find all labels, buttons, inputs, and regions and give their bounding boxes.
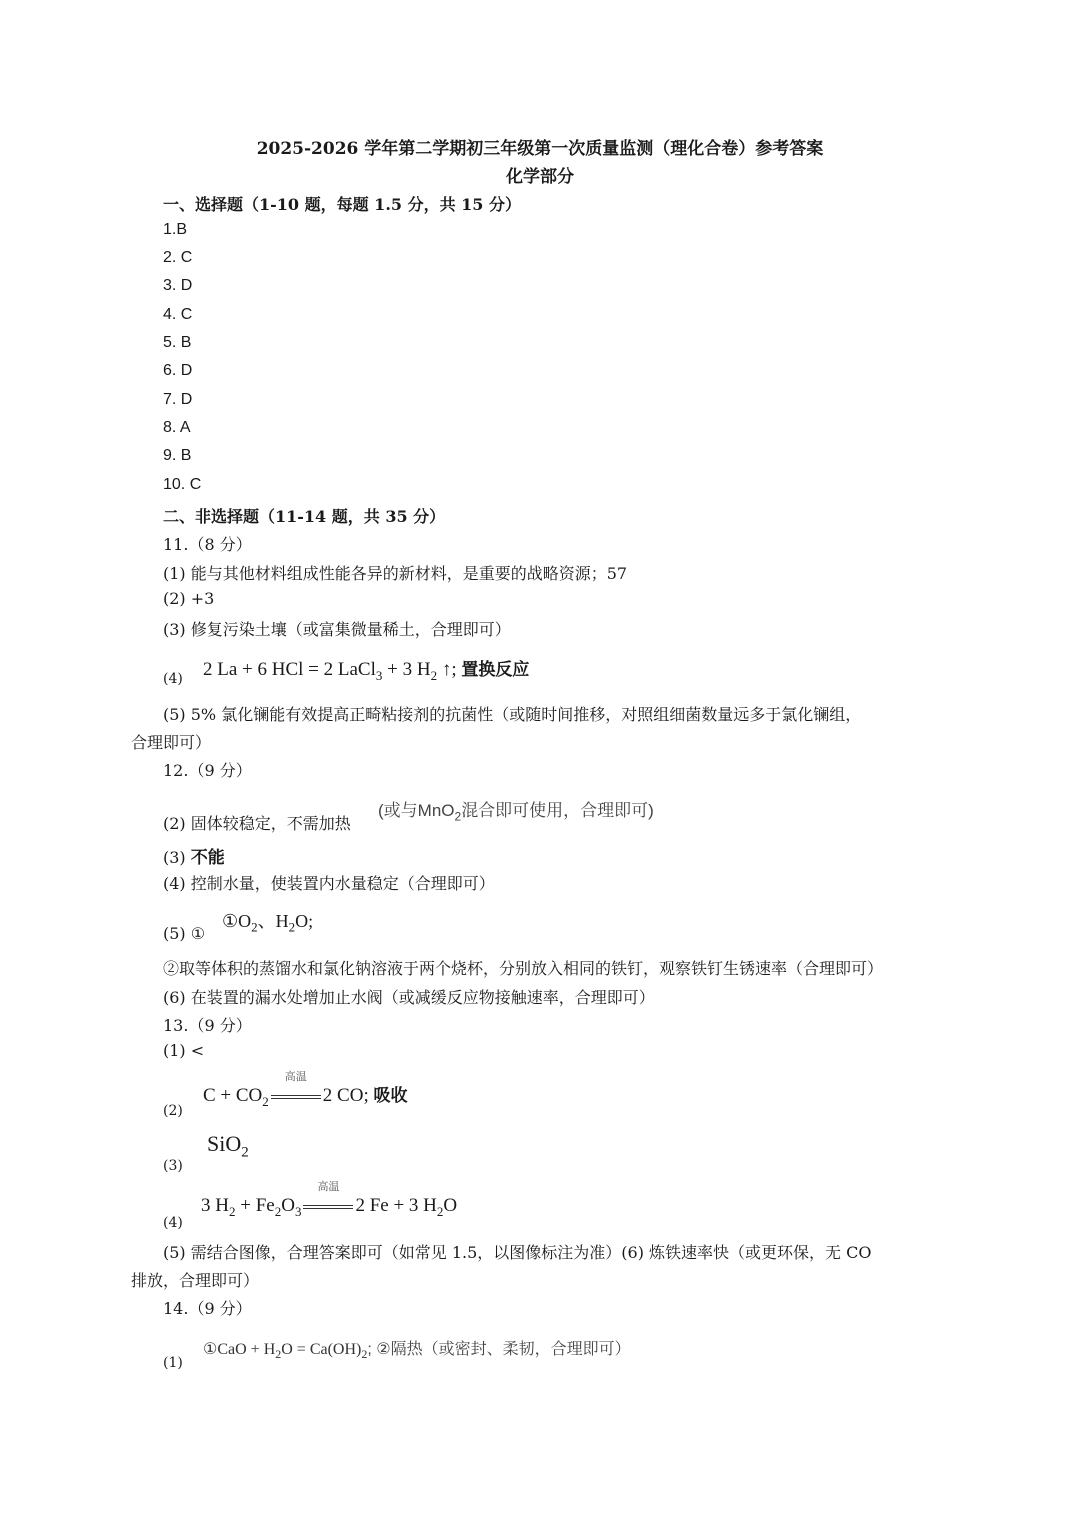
q13-part4-label: (4) <box>163 1215 183 1231</box>
q12-part5-formula: $①O_2$、$H_2O$; <box>222 911 314 935</box>
section2-heading: 二、非选择题（11-14 题，共 35 分） <box>163 507 446 526</box>
q11-part2: (2) +3 <box>163 589 215 608</box>
section1-heading: 一、选择题（1-10 题，每题 1.5 分，共 15 分） <box>163 195 521 214</box>
q11-reaction-type: 置换反应 <box>461 660 530 679</box>
q12-part5-2: ②取等体积的蒸馏水和氯化钠溶液于两个烧杯，分别放入相同的铁钉，观察铁钉生锈速率（合理即可） <box>163 959 884 978</box>
q11-part5-line2: 合理即可） <box>131 733 212 752</box>
q11-part3: (3) 修复污染土壤（或富集微量稀土，合理即可） <box>163 620 511 639</box>
q14-part1-answer: ①CaO + $H_2O = Ca(OH)_2$; ②隔热（或密封、柔韧，合理即可） <box>203 1341 631 1362</box>
q13-part4-condition: 高温 <box>301 1195 355 1217</box>
q11-part4-label: (4) <box>163 671 183 687</box>
mc-answer-6: 6. D <box>163 362 193 379</box>
q13-part3-label: (3) <box>163 1158 183 1174</box>
mc-answer-9: 9. B <box>163 447 192 464</box>
q12-part6: (6) 在装置的漏水处增加止水阀（或减缓反应物接触速率，合理即可） <box>163 988 655 1007</box>
page-subtitle: 化学部分 <box>506 167 574 187</box>
mc-answer-7: 7. D <box>163 391 193 408</box>
q12-part3: (3) 不能 <box>163 848 225 867</box>
q11-part4-equation: 2 La + 6 HCl = 2 LaCl$_3$ + 3 $H_2$ ↑; 置换反应 <box>203 659 530 683</box>
q11-heading: 11.（8 分） <box>163 535 252 554</box>
mc-answer-10: 10. C <box>163 476 202 493</box>
mc-answer-4: 4. C <box>163 306 193 323</box>
mc-answer-5: 5. B <box>163 334 192 351</box>
q13-part3-formula: SiO$_2$ <box>207 1131 249 1161</box>
mc-answer-1: 1.B <box>163 221 188 238</box>
q14-part1-label: (1) <box>163 1355 183 1371</box>
q13-part4-equation: 3 $H_2 + Fe_2O_3$ 高温 2 Fe + 3 $H_2O$ <box>201 1180 458 1219</box>
q12-part2-note: (或与MnO$_2$混合即可使用，合理即可) <box>378 801 654 824</box>
q13-part2-answer: 吸收 <box>373 1086 408 1105</box>
mc-answer-2: 2. C <box>163 249 193 266</box>
q13-part2-equation: $C + CO_2$ 高温 2 CO; 吸收 <box>203 1070 408 1109</box>
q14-heading: 14.（9 分） <box>163 1299 252 1318</box>
q12-part2: (2) 固体较稳定，不需加热 <box>163 814 351 833</box>
q12-part5-label: (5) ① <box>163 924 206 943</box>
q12-part3-answer: 不能 <box>190 848 225 867</box>
q13-part1: (1) < <box>163 1041 205 1060</box>
q12-heading: 12.（9 分） <box>163 761 252 780</box>
q11-part1: (1) 能与其他材料组成性能各异的新材料，是重要的战略资源；57 <box>163 564 628 583</box>
q13-part2-condition: 高温 <box>269 1085 323 1107</box>
q13-part5-line2: 排放，合理即可） <box>131 1271 260 1290</box>
q12-part4: (4) 控制水量，使装置内水量稳定（合理即可） <box>163 874 495 893</box>
mc-answer-8: 8. A <box>163 419 191 436</box>
page-title: 2025-2026 学年第二学期初三年级第一次质量监测（理化合卷）参考答案 <box>256 139 824 159</box>
q13-part5-line1: (5) 需结合图像，合理答案即可（如常见 1.5，以图像标注为准）(6) 炼铁速率快（或更环保，无 CO <box>163 1243 872 1262</box>
q13-heading: 13.（9 分） <box>163 1016 252 1035</box>
q13-part2-label: (2) <box>163 1103 183 1119</box>
mc-answer-3: 3. D <box>163 277 193 294</box>
q11-part4 <box>163 668 183 687</box>
q11-part5-line1: (5) 5% 氯化镧能有效提高正畸粘接剂的抗菌性（或随时间推移，对照组细菌数量远多于氯化镧组， <box>163 705 862 724</box>
